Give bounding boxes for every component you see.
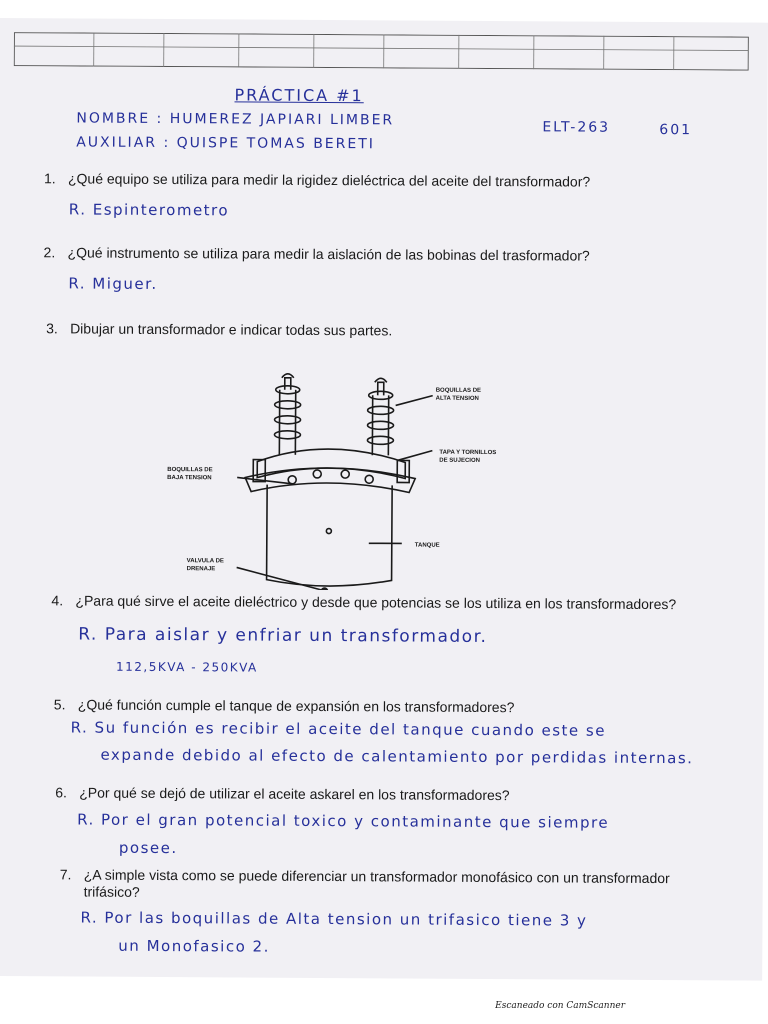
question-text: ¿Qué instrumento se utiliza para medir la aislación de las bobinas del trasformador? xyxy=(67,244,590,264)
answer-6-line-1: R. Por el gran potencial toxico y contaminante que siempre xyxy=(77,810,610,832)
course-code: ELT-263 xyxy=(542,119,611,136)
label-cover: DE SUJECION xyxy=(439,457,481,464)
student-name: NOMBRE : HUMEREZ JAPIARI LIMBER xyxy=(76,110,395,129)
question-number: 2. xyxy=(43,244,56,261)
answer-7-line-1: R. Por las boquillas de Alta tension un trifasico tiene 3 y xyxy=(80,908,588,930)
question-3 xyxy=(46,320,393,339)
label-low-bushing: BOQUILLAS DE xyxy=(167,467,213,474)
assistant-name: AUXILIAR : QUISPE TOMAS BERETI xyxy=(76,134,375,153)
answer-5-line-2: expande debido al efecto de calentamiento por perdidas internas. xyxy=(100,745,694,768)
question-4 xyxy=(51,592,677,613)
question-6 xyxy=(55,784,510,804)
question-number: 1. xyxy=(43,170,56,187)
label-drain: VALVULA DE xyxy=(186,558,224,565)
question-2 xyxy=(43,244,590,264)
scanner-caption: Escaneado con CamScanner xyxy=(495,1001,625,1011)
label-drain: DRENAJE xyxy=(186,566,216,573)
question-number: 6. xyxy=(55,784,68,801)
answer-4: R. Para aislar y enfriar un transformador. xyxy=(78,624,488,647)
scanned-sheet xyxy=(0,18,768,981)
transformer-diagram xyxy=(157,359,538,591)
question-7-cont xyxy=(84,884,140,900)
question-number: 3. xyxy=(46,320,58,337)
label-cover: TAPA Y TORNILLOS xyxy=(439,449,497,457)
question-number: 7. xyxy=(59,866,72,883)
label-high-bushing: ALTA TENSION xyxy=(435,395,479,402)
question-text: trifásico? xyxy=(83,883,140,900)
label-tank: TANQUE xyxy=(414,542,440,549)
question-text: ¿Qué equipo se utiliza para medir la rigidez dieléctrica del aceite del transformador? xyxy=(67,170,591,190)
answer-7-line-2: un Monofasico 2. xyxy=(118,936,270,956)
answer-6-line-2: posee. xyxy=(118,838,178,858)
header-grid xyxy=(14,32,749,70)
group-number: 601 xyxy=(659,122,693,139)
question-text: ¿A simple vista como se puede diferenciar un transformador monofásico con un transformador xyxy=(83,866,670,887)
answer-2: R. Miguer. xyxy=(68,274,158,293)
question-number: 4. xyxy=(51,592,64,609)
answer-1: R. Espinterometro xyxy=(68,200,230,220)
question-text: ¿Para qué sirve el aceite dieléctrico y desde que potencias se los utiliza en los transformadores? xyxy=(75,592,677,613)
question-text: ¿Por qué se dejó de utilizar el aceite askarel en los transformadores? xyxy=(79,784,510,804)
question-5 xyxy=(53,696,515,716)
answer-5-line-1: R. Su función es recibir el aceite del tanque cuando este se xyxy=(70,718,607,740)
question-number: 5. xyxy=(53,696,66,713)
question-1 xyxy=(43,170,591,190)
label-low-bushing: BAJA TENSION xyxy=(167,475,212,482)
question-7 xyxy=(59,866,670,887)
label-high-bushing: BOQUILLAS DE xyxy=(435,387,482,394)
answer-4-power: 112,5KVA - 250KVA xyxy=(115,659,258,675)
question-text: Dibujar un transformador e indicar todas sus partes. xyxy=(70,320,393,339)
practice-title: PRÁCTICA #1 xyxy=(234,85,364,106)
question-text: ¿Qué función cumple el tanque de expansión en los transformadores? xyxy=(77,696,515,716)
